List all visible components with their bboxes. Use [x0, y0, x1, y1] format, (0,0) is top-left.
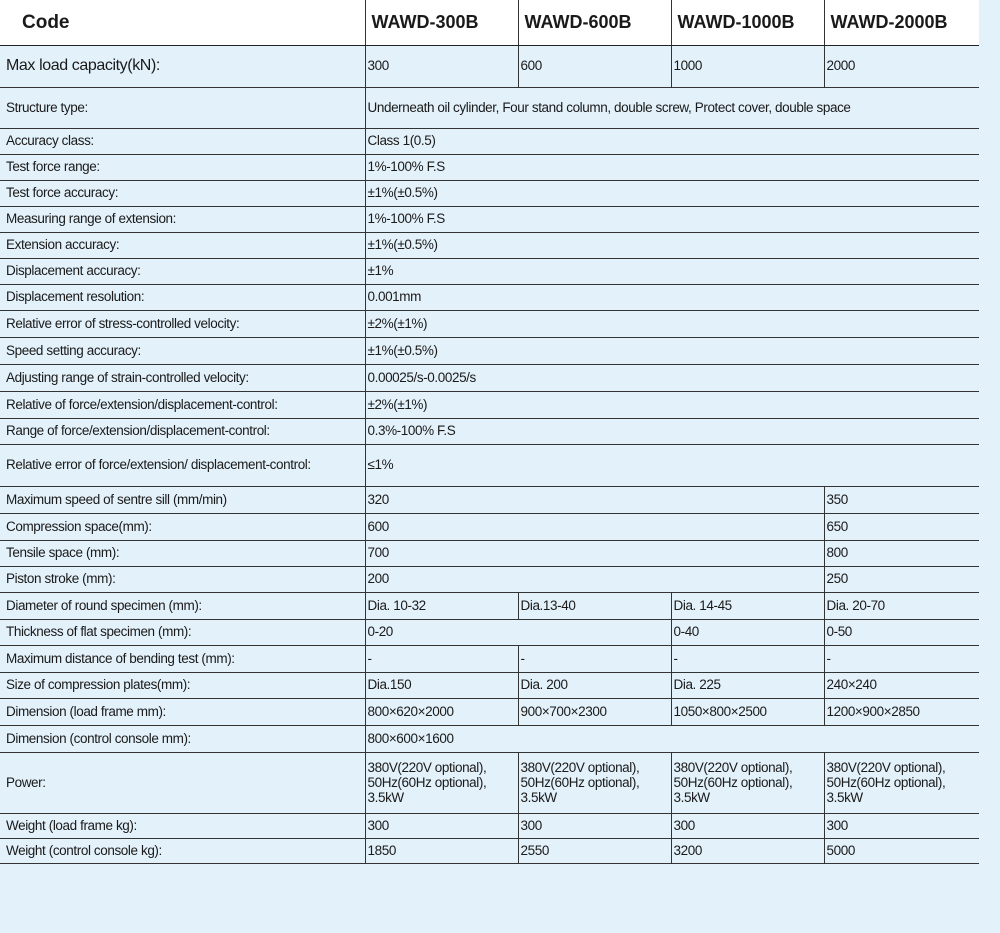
cell-value: 200 — [365, 566, 824, 592]
row-label: Speed setting accuracy: — [0, 337, 365, 364]
table-row — [0, 672, 979, 698]
row-label: Piston stroke (mm): — [0, 566, 365, 592]
cell-value: ≤1% — [365, 444, 979, 486]
cell-value: Dia.150 — [365, 672, 518, 698]
table-row — [0, 813, 979, 838]
row-label: Thickness of flat specimen (mm): — [0, 619, 365, 645]
cell-value: Dia. 14-45 — [671, 592, 824, 619]
cell-value: 1000 — [671, 45, 824, 87]
table-row — [0, 619, 979, 645]
cell-value: 1%-100% F.S — [365, 154, 979, 180]
table-row — [0, 364, 979, 391]
table-row — [0, 444, 979, 486]
cell-value: ±1% — [365, 258, 979, 284]
cell-value: 380V(220V optional), 50Hz(60Hz optional), 3.5kW — [824, 752, 979, 813]
table-row — [0, 180, 979, 206]
cell-value: Dia.13-40 — [518, 592, 671, 619]
cell-value: 300 — [824, 813, 979, 838]
cell-value: Dia. 10-32 — [365, 592, 518, 619]
table-header — [0, 0, 979, 45]
table-row — [0, 284, 979, 310]
cell-value: 1%-100% F.S — [365, 206, 979, 232]
cell-value: - — [518, 645, 671, 672]
cell-value: Dia. 200 — [518, 672, 671, 698]
row-label: Range of force/extension/displacement-control: — [0, 418, 365, 444]
row-label: Compression space(mm): — [0, 513, 365, 540]
row-label: Tensile space (mm): — [0, 540, 365, 566]
table-row — [0, 592, 979, 619]
row-label: Extension accuracy: — [0, 232, 365, 258]
cell-value: Class 1(0.5) — [365, 128, 979, 154]
table-row — [0, 337, 979, 364]
model-header: WAWD-1000B — [671, 0, 824, 45]
table-row — [0, 310, 979, 337]
cell-value: 3200 — [671, 838, 824, 863]
row-label: Measuring range of extension: — [0, 206, 365, 232]
cell-value: 0.001mm — [365, 284, 979, 310]
table-row — [0, 838, 979, 863]
row-label: Displacement resolution: — [0, 284, 365, 310]
row-label: Structure type: — [0, 87, 365, 128]
cell-value: 5000 — [824, 838, 979, 863]
row-label: Maximum speed of sentre sill (mm/min) — [0, 486, 365, 513]
table-row — [0, 45, 979, 87]
row-label: Relative error of stress-controlled velocity: — [0, 310, 365, 337]
cell-value: 380V(220V optional), 50Hz(60Hz optional), 3.5kW — [365, 752, 518, 813]
row-label: Adjusting range of strain-controlled velocity: — [0, 364, 365, 391]
cell-value: 0-20 — [365, 619, 671, 645]
cell-value: Dia. 225 — [671, 672, 824, 698]
cell-value: 300 — [365, 813, 518, 838]
row-label: Diameter of round specimen (mm): — [0, 592, 365, 619]
cell-value: 1200×900×2850 — [824, 698, 979, 725]
row-label: Relative of force/extension/displacement-control: — [0, 391, 365, 418]
table-row — [0, 752, 979, 813]
table-body — [0, 45, 979, 863]
cell-value: 900×700×2300 — [518, 698, 671, 725]
cell-value: - — [671, 645, 824, 672]
table-row — [0, 486, 979, 513]
cell-value: 240×240 — [824, 672, 979, 698]
table-row — [0, 566, 979, 592]
cell-value: 0.00025/s-0.0025/s — [365, 364, 979, 391]
row-label: Max load capacity(kN): — [0, 45, 365, 87]
cell-value: 250 — [824, 566, 979, 592]
cell-value: ±1%(±0.5%) — [365, 337, 979, 364]
table-row — [0, 513, 979, 540]
cell-value: 600 — [518, 45, 671, 87]
table-row — [0, 698, 979, 725]
table-row — [0, 540, 979, 566]
cell-value: - — [365, 645, 518, 672]
row-label: Power: — [0, 752, 365, 813]
table-row — [0, 645, 979, 672]
cell-value: 0-40 — [671, 619, 824, 645]
cell-value: Underneath oil cylinder, Four stand column, double screw, Protect cover, double space — [365, 87, 979, 128]
model-header: WAWD-600B — [518, 0, 671, 45]
table-row — [0, 725, 979, 752]
cell-value: 300 — [365, 45, 518, 87]
cell-value: 300 — [671, 813, 824, 838]
row-label: Dimension (control console mm): — [0, 725, 365, 752]
cell-value: ±1%(±0.5%) — [365, 232, 979, 258]
table-row — [0, 128, 979, 154]
table-row — [0, 418, 979, 444]
cell-value: 800×620×2000 — [365, 698, 518, 725]
model-header: WAWD-2000B — [824, 0, 979, 45]
cell-value: 800 — [824, 540, 979, 566]
table-row — [0, 391, 979, 418]
cell-value: ±2%(±1%) — [365, 391, 979, 418]
cell-value: 1850 — [365, 838, 518, 863]
header-row — [0, 0, 979, 45]
code-header: Code — [0, 0, 365, 45]
table-row — [0, 206, 979, 232]
cell-value: 1050×800×2500 — [671, 698, 824, 725]
row-label: Test force range: — [0, 154, 365, 180]
cell-value: ±2%(±1%) — [365, 310, 979, 337]
cell-value: 600 — [365, 513, 824, 540]
cell-value: 380V(220V optional), 50Hz(60Hz optional), 3.5kW — [518, 752, 671, 813]
cell-value: 700 — [365, 540, 824, 566]
row-label: Relative error of force/extension/ displacement-control: — [0, 444, 365, 486]
cell-value: - — [824, 645, 979, 672]
row-label: Weight (control console kg): — [0, 838, 365, 863]
cell-value: 380V(220V optional), 50Hz(60Hz optional), 3.5kW — [671, 752, 824, 813]
cell-value: 650 — [824, 513, 979, 540]
cell-value: 0-50 — [824, 619, 979, 645]
row-label: Weight (load frame kg): — [0, 813, 365, 838]
row-label: Dimension (load frame mm): — [0, 698, 365, 725]
row-label: Accuracy class: — [0, 128, 365, 154]
table-row — [0, 258, 979, 284]
table-row — [0, 87, 979, 128]
row-label: Displacement accuracy: — [0, 258, 365, 284]
cell-value: 800×600×1600 — [365, 725, 979, 752]
cell-value: 2000 — [824, 45, 979, 87]
cell-value: ±1%(±0.5%) — [365, 180, 979, 206]
cell-value: 350 — [824, 486, 979, 513]
row-label: Maximum distance of bending test (mm): — [0, 645, 365, 672]
model-header: WAWD-300B — [365, 0, 518, 45]
table-row — [0, 154, 979, 180]
cell-value: 300 — [518, 813, 671, 838]
cell-value: Dia. 20-70 — [824, 592, 979, 619]
table-row — [0, 232, 979, 258]
cell-value: 320 — [365, 486, 824, 513]
row-label: Size of compression plates(mm): — [0, 672, 365, 698]
row-label: Test force accuracy: — [0, 180, 365, 206]
cell-value: 0.3%-100% F.S — [365, 418, 979, 444]
cell-value: 2550 — [518, 838, 671, 863]
